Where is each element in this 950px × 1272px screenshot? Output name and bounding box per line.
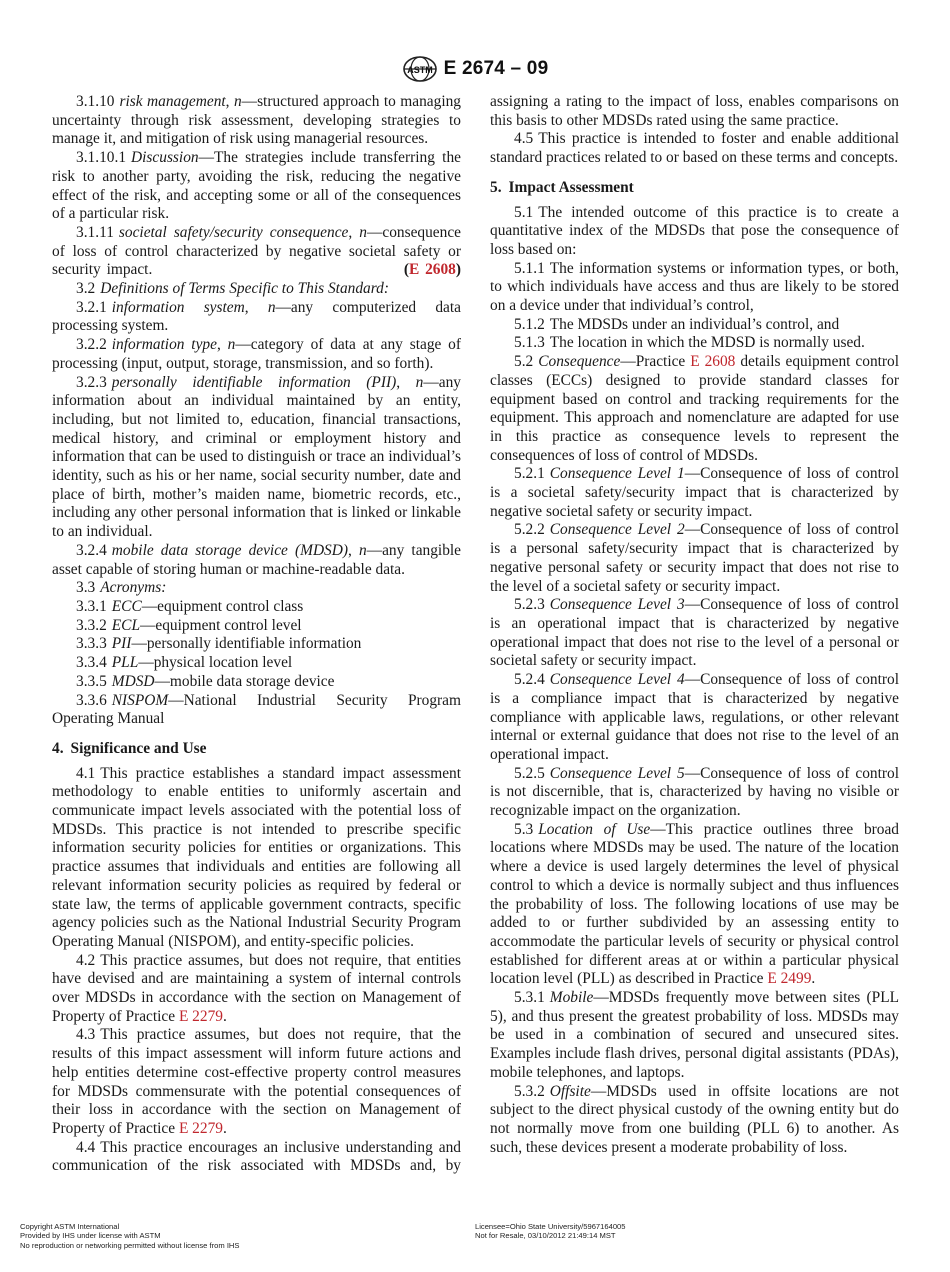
acronym-pll: 3.3.4 PLL—physical location level bbox=[76, 654, 293, 672]
paragraph-5-3-1: 5.3.1 Mobile—MDSDs frequently move between sites (PLL 5), and thus present the greatest probability of loss. MDSDs may be used in a combination of secured and unsecured sites. Examples include flash drives, personal digital assistants (PDAs), mobile telephones, and laptops. bbox=[490, 989, 899, 1081]
paragraph-5-3-2: 5.3.2 Offsite—MDSDs used in offsite locations are not subject to the direct physical custody of the owning entity but do not normally move from one building (PLL 6) to another. As such, these devices present a moderate probability of loss. bbox=[490, 1082, 899, 1156]
paragraph-4-4: 4.4 This practice encourages an inclusive understanding and communication of the risk associated with MDSDs and, by bbox=[52, 1138, 461, 1175]
paragraph-4-4-continued: assigning a rating to the impact of loss, enables comparisons on this basis to other MDSDs rated using the same practice. bbox=[490, 93, 899, 129]
definition-3-1-11: 3.1.11 societal safety/security consequence, n—consequence of loss of control characterized by negative societal safety or security impact. (E 2608) bbox=[52, 223, 461, 279]
license-footer: Licensee=Ohio State University/5967164005 Not for Resale, 03/10/2012 21:49:14 MST bbox=[475, 1222, 626, 1241]
definition-3-2-4: 3.2.4 mobile data storage device (MDSD), n—any tangible asset capable of storing human or machine-readable data. bbox=[52, 541, 461, 578]
acronym-pii: 3.3.3 PII—personally identifiable information bbox=[76, 635, 362, 653]
consequence-level-1: 5.2.1 Consequence Level 1—Consequence of loss of control is a societal safety/security impact that is characterized by negative societal safety or security impact. bbox=[490, 465, 899, 520]
astm-logo-icon bbox=[402, 55, 438, 83]
definition-3-2-3: 3.2.3 personally identifiable information (PII), n—any information about an individual maintained by an entity, including, but not limited to, education, financial transactions, medical history, and criminal or employment history and information that can be used to distinguish or trace an individual’s identity, such as his or her name, social security number, date and place of birth, mother’s maiden name, biometric records, etc., including any other personal information that is linked or linkable to an individual. bbox=[52, 373, 461, 541]
section-heading-5: 5. Impact Assessment bbox=[490, 178, 634, 196]
definition-3-2-2: 3.2.2 information type, n—category of data at any stage of processing (input, output, storage, transmission, and so forth). bbox=[52, 336, 462, 372]
link-e2499[interactable]: E 2499 bbox=[767, 970, 812, 988]
acronym-ecl: 3.3.2 ECL—equipment control level bbox=[76, 616, 302, 634]
paragraph-4-1: 4.1 This practice establishes a standard impact assessment methodology to enable entities to uniformly ascertain and communicate impact levels associated with the potential loss of MDSDs. This practice is not intended to prescribe specific information security policies for entities or organizations. This practice assumes that individuals and entities are following all relevant information security policies as required by federal or state law, the terms of applicable government contracts, specific agency policies such as the National Industrial Security Program Operating Manual (NISPOM), and entity-specific policies. bbox=[52, 764, 461, 950]
consequence-level-4: 5.2.4 Consequence Level 4—Consequence of loss of control is a compliance impact that is characterized by negative compliance with applicable laws, regulations, or other relevant internal or external guidance that does not rise to the level of an operational impact. bbox=[490, 671, 899, 763]
reference-e2608: (E 2608) bbox=[403, 261, 461, 279]
acronym-mdsd: 3.3.5 MDSD—mobile data storage device bbox=[76, 672, 335, 690]
paragraph-5-1: 5.1 The intended outcome of this practice is to create a quantitative index of the MDSDs that pose the consequence of loss based on: bbox=[490, 203, 899, 258]
page-header bbox=[0, 52, 950, 86]
paragraph-5-1-2: 5.1.2 The MDSDs under an individual’s control, and bbox=[514, 315, 840, 333]
consequence-level-5: 5.2.5 Consequence Level 5—Consequence of loss of control is not discernible, that is, characterized by having no visible or recognizable impact on the organization. bbox=[490, 764, 899, 820]
right-column bbox=[490, 93, 899, 1157]
paragraph-4-5: 4.5 This practice is intended to foster and enable additional standard practices related to or based on these terms and concepts. bbox=[490, 130, 899, 167]
paragraph-5-3: 5.3 Location of Use—This practice outlines three broad locations where MDSDs may be used. The nature of the location where a device is used largely determines the level of physical control to which a device is normally subject and thus influences the probability of loss. The following locations of use may be added to or further subdivided by an assessing entity to accommodate the particular levels of security or physical control established for different areas at or within a particular physical location level (PLL) as described in Practice E 2499. bbox=[490, 820, 899, 988]
definition-3-1-10: 3.1.10 risk management, n—structured approach to managing uncertainty through risk assessment, developing strategies to manage it, and mitigation of risk using managerial resources. bbox=[52, 93, 461, 148]
subsection-3-3: 3.3 Acronyms: bbox=[76, 579, 167, 597]
section-heading-4: 4. Significance and Use bbox=[52, 739, 207, 757]
paragraph-5-2: 5.2 Consequence—Practice E 2608 details equipment control classes (ECCs) designed to provide standard classes for equipment based on control and tracking requirements for the equipment. This approach and nomenclature are adapted for use in this practice as consequence levels to represent the consequences of loss of control of MDSDs. bbox=[490, 353, 900, 464]
paragraph-5-1-3: 5.1.3 The location in which the MDSD is normally used. bbox=[514, 334, 865, 352]
acronym-nispom: 3.3.6 NISPOM—National Industrial Security Program Operating Manual bbox=[52, 691, 461, 728]
consequence-level-2: 5.2.2 Consequence Level 2—Consequence of loss of control is a personal safety/security impact that is characterized by negative personal safety or security impact that does not rise to the level of a societal safety or security impact. bbox=[490, 521, 899, 595]
left-column bbox=[52, 93, 461, 1176]
document-number: E 2674 – 09 bbox=[443, 58, 549, 79]
consequence-level-3: 5.2.3 Consequence Level 3—Consequence of loss of control is an operational impact that is characterized by negative operational impact that does not rise to the level of a personal or societal safety or security impact. bbox=[490, 596, 899, 670]
acronym-ecc: 3.3.1 ECC—equipment control class bbox=[76, 597, 304, 615]
paragraph-4-2: 4.2 This practice assumes, but does not require, that entities have devised and are maintaining a system of internal controls over MDSDs in accordance with the section on Management of Property of Practice E 2279. bbox=[52, 951, 461, 1025]
link-e2608[interactable]: E 2608 bbox=[408, 261, 456, 279]
discussion-3-1-10-1: 3.1.10.1 Discussion—The strategies include transferring the risk to another party, avoiding the risk, reducing the negative effect of the risk, and accepting some or all of the consequences of a particular risk. bbox=[52, 149, 461, 223]
definition-3-2-1: 3.2.1 information system, n—any computerized data processing system. bbox=[52, 298, 461, 335]
paragraph-5-1-1: 5.1.1 The information systems or information types, or both, to which individuals have access and thus are likely to be stored on a device under that individual’s control, bbox=[490, 259, 899, 315]
link-e2279[interactable]: E 2279 bbox=[178, 1007, 223, 1025]
link-e2608[interactable]: E 2608 bbox=[690, 353, 736, 371]
paragraph-4-3: 4.3 This practice assumes, but does not require, that the results of this impact assessment will inform future actions and help entities determine cost-effective property control measures for MDSDs commensurate with the potential consequences of their loss in accordance with the section on Management of Property of Practice E 2279. bbox=[52, 1026, 461, 1137]
link-e2279[interactable]: E 2279 bbox=[178, 1119, 223, 1137]
svg-text:ASTM: ASTM bbox=[406, 65, 433, 75]
copyright-footer: Copyright ASTM International Provided by IHS under license with ASTM No reproduction or networking permitted without license from IHS bbox=[20, 1222, 240, 1250]
subsection-3-2: 3.2 Definitions of Terms Specific to This Standard: bbox=[76, 280, 389, 298]
